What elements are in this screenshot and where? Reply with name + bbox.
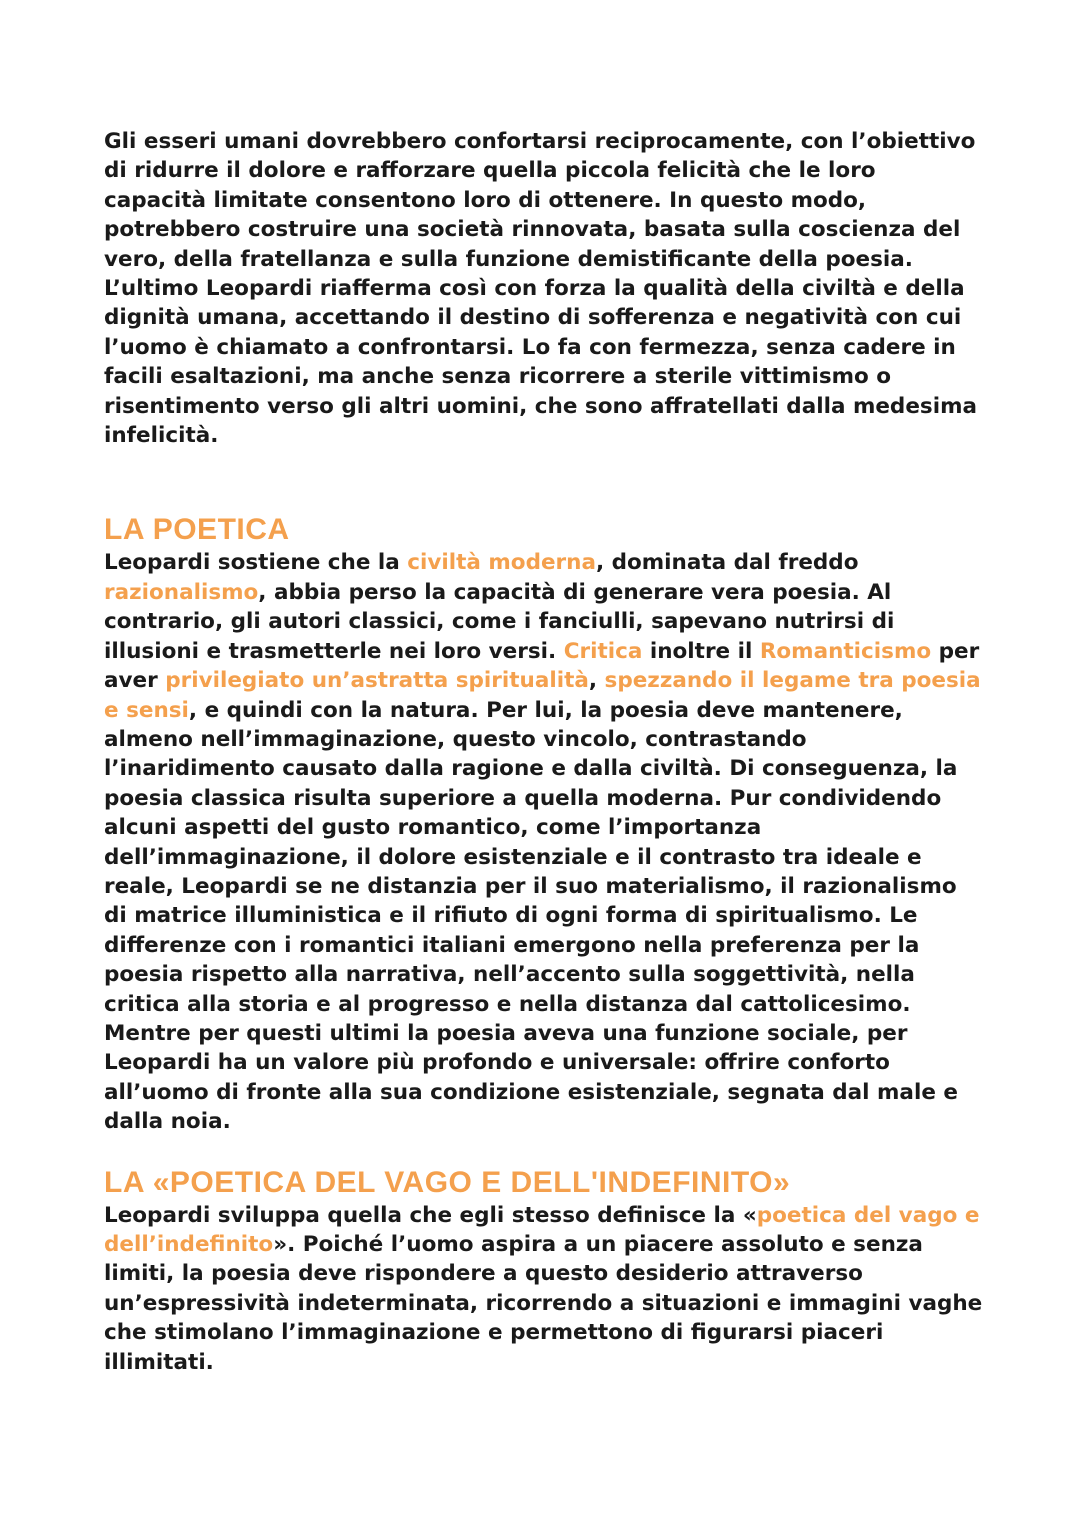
highlight-romanticismo: Romanticismo — [759, 638, 932, 664]
poetica-text-2: , dominata dal freddo — [595, 550, 859, 576]
vago-paragraph — [104, 1201, 984, 1377]
document-page — [104, 127, 984, 1377]
highlight-poetica-vago: poetica del vago e dell’indefinito — [104, 1202, 980, 1257]
intro-paragraph-2: L’ultimo Leopardi riafferma così con forza la qualità della civiltà e della dignità umana, accettando il destino di sofferenza e negatività con cui l’uomo è chiamato a confrontarsi. Lo fa con fermezza, senza cadere in facili esaltazioni, ma anche senza ricorrere a sterile vittimismo o risentimento verso gli altri uomini, che sono affratellati dalla medesima infelicità. — [104, 276, 977, 449]
highlight-legame-sensi: spezzando il legame tra poesia e sensi — [104, 668, 981, 723]
poetica-text-6: , — [588, 668, 605, 694]
poetica-text-1: Leopardi sostiene che la — [104, 550, 408, 576]
poetica-text-7: , e quindi con la natura. Per lui, la poesia deve mantenere, almeno nell’immaginazione, questo vincolo, contrastando l’inaridimento causato dalla ragione e dalla civiltà. Di conseguenza, la poesia classica risulta superiore a quella moderna. Pur condividendo alcuni aspetti del gusto romantico, come l’importanza dell’immaginazione, il dolore esistenziale e il contrasto tra ideale e reale, Leopardi se ne distanzia per il suo materialismo, il razionalismo di matrice illuministica e il rifiuto di ogni forma di spiritualismo. Le differenze con i romantici italiani emergono nella preferenza per la poesia rispetto alla narrativa, nell’accento sulla soggettività, nella critica alla storia e al progresso e nella distanza dal cattolicesimo. Mentre per questi ultimi la poesia aveva una funzione sociale, per Leopardi ha un valore più profondo e universale: offrire conforto all’uomo di fronte alla sua condizione esistenziale, segnata dal male e dalla noia. — [104, 697, 958, 1135]
vago-text-2: ». Poiché l’uomo aspira a un piacere assoluto e senza limiti, la poesia deve rispondere a questo desiderio attraverso un’espressività indeterminata, ricorrendo a situazioni e immagini vaghe che stimolano l’immaginazione e permettono di figurarsi piaceri illimitati. — [104, 1232, 983, 1375]
vago-text-1: Leopardi sviluppa quella che egli stesso definisce la « — [104, 1202, 757, 1228]
highlight-critica: Critica — [563, 638, 643, 664]
poetica-text-4: inoltre il — [642, 638, 760, 664]
highlight-spiritualita: privilegiato un’astratta spiritualità — [165, 668, 589, 694]
intro-paragraph-1: Gli esseri umani dovrebbero confortarsi reciprocamente, con l’obiettivo di ridurre il dolore e rafforzare quella piccola felicità che le loro capacità limitate consentono loro di ottenere. In questo modo, potrebbero costruire una società rinnovata, basata sulla coscienza del vero, della fratellanza e sulla funzione demistificante della poesia. — [104, 129, 976, 272]
section-title-poetica: LA POETICA — [104, 513, 290, 547]
poetica-text-3: , abbia perso la capacità di generare vera poesia. Al contrario, gli autori classici, come i fanciulli, sapevano nutrirsi di illusioni e trasmetterle nei loro versi. — [104, 579, 895, 664]
poetica-paragraph — [104, 548, 984, 1136]
highlight-civilta-moderna: civiltà moderna — [407, 550, 596, 576]
highlight-razionalismo: razionalismo — [104, 579, 259, 605]
section-title-vago-indefinito: LA «POETICA DEL VAGO E DELL'INDEFINITO» — [104, 1165, 791, 1199]
poetica-text-5: per aver — [104, 638, 980, 694]
